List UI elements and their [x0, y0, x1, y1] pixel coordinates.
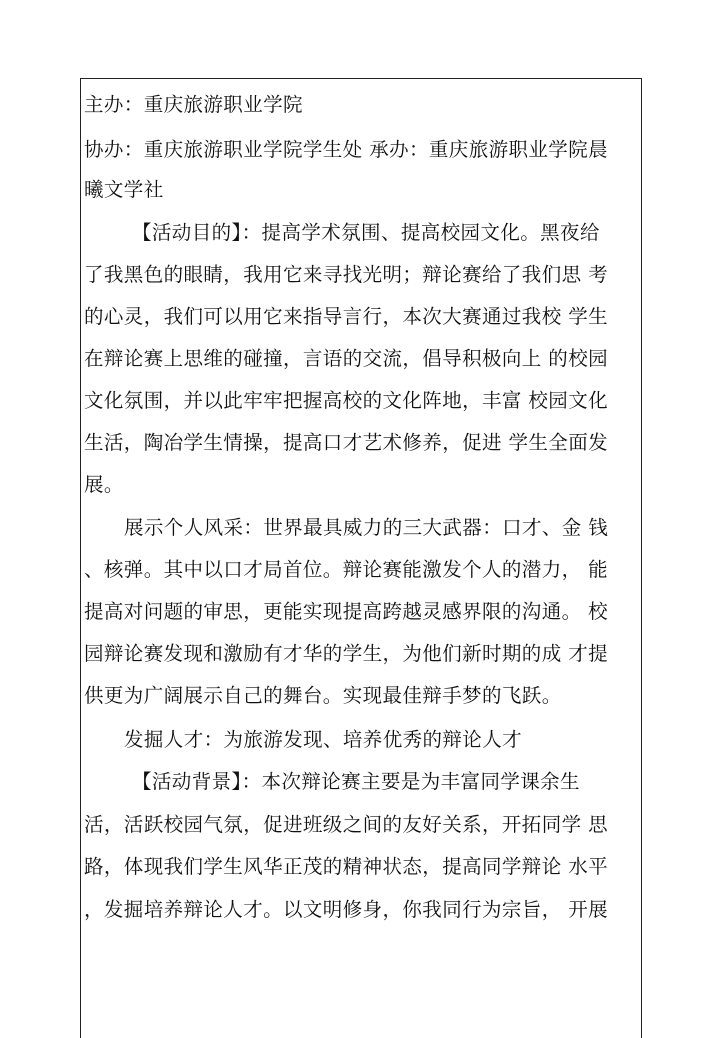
co-organizer-line-cont: 曦文学社	[84, 178, 164, 201]
background-line-3: 路，体现我们学生风华正茂的精神状态，提高同学辩论 水平	[84, 855, 608, 878]
co-organizer-line: 协办：重庆旅游职业学院学生处 承办：重庆旅游职业学院晨	[84, 138, 608, 161]
showcase-line-4: 园辩论赛发现和激励有才华的学生，为他们新时期的成 才提	[84, 642, 608, 665]
showcase-line-3: 提高对问题的审思，更能实现提高跨越灵感界限的沟通。 校	[84, 600, 608, 623]
purpose-line-3: 的心灵，我们可以用它来指导言行，本次大赛通过我校 学生	[84, 305, 608, 328]
background-line-2: 活，活跃校园气氛，促进班级之间的友好关系，开拓同学 思	[84, 813, 608, 836]
talent-line: 发掘人才：为旅游发现、培养优秀的辩论人才	[124, 728, 523, 751]
purpose-line-2: 了我黑色的眼睛，我用它来寻找光明；辩论赛给了我们思 考	[84, 263, 608, 286]
organizer-line: 主办：重庆旅游职业学院	[84, 93, 303, 116]
showcase-line-2: 、核弹。其中以口才局首位。辩论赛能激发个人的潜力， 能	[84, 558, 608, 581]
background-heading-line: 【活动背景】：本次辩论赛主要是为丰富同学课余生	[132, 770, 580, 793]
purpose-heading-line: 【活动目的】：提高学术氛围、提高校园文化。黑夜给	[132, 221, 600, 244]
purpose-line-5: 文化氛围，并以此牢牢把握高校的文化阵地，丰富 校园文化	[84, 389, 608, 412]
purpose-line-7: 展。	[84, 473, 124, 496]
showcase-line-1: 展示个人风采：世界最具威力的三大武器：口才、金 钱	[124, 516, 609, 539]
showcase-line-5: 供更为广阔展示自己的舞台。实现最佳辩手梦的飞跃。	[84, 684, 562, 707]
purpose-line-6: 生活，陶冶学生情操，提高口才艺术修养，促进 学生全面发	[84, 431, 608, 454]
purpose-line-4: 在辩论赛上思维的碰撞，言语的交流，倡导积极向上 的校园	[84, 347, 608, 370]
background-line-4: ，发掘培养辩论人才。以文明修身，你我同行为宗旨， 开展	[84, 898, 608, 921]
